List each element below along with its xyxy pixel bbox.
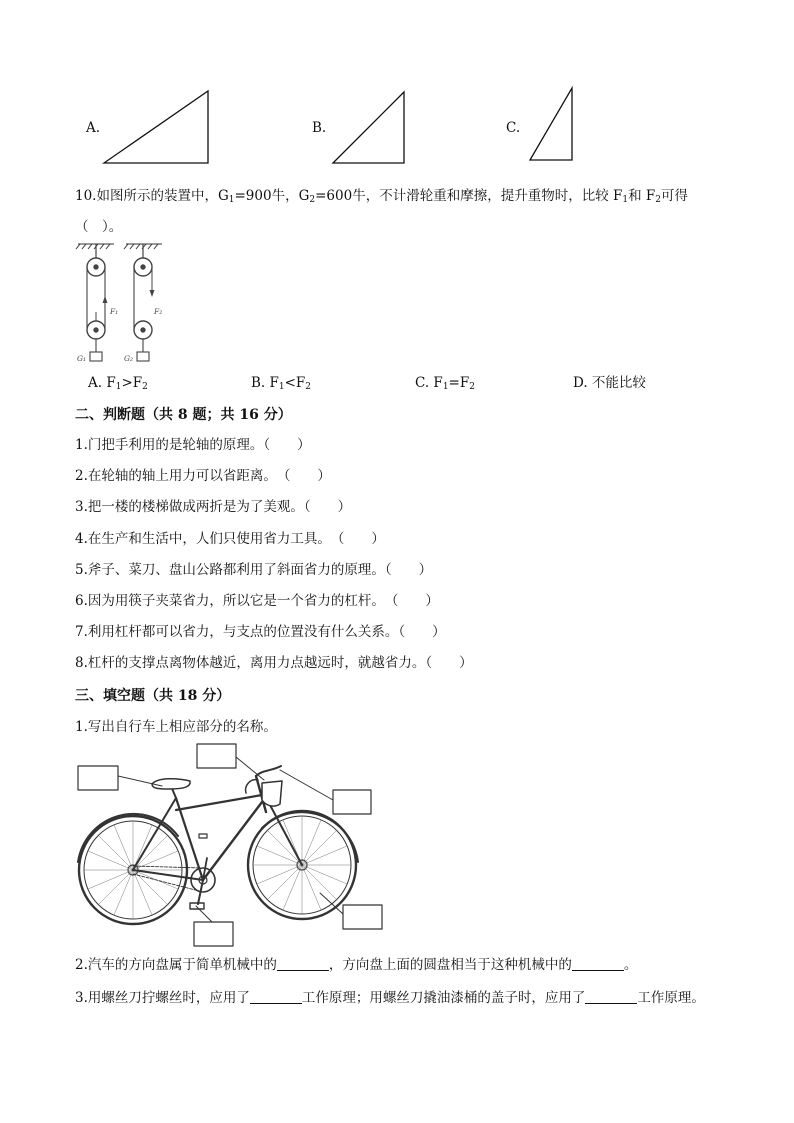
q10-option-c: C. $F_1=F_2$ xyxy=(415,375,475,392)
q10-option-a: A. $F_1>F_2$ xyxy=(88,375,148,392)
f1-figure-label: F₁ xyxy=(110,307,119,316)
tf-item-3: 3.把一楼的楼梯做成两折是为了美观。（ ） xyxy=(75,499,352,515)
option-c-label: C. xyxy=(506,120,521,136)
section2-heading: 二、判断题（共 8 题；共 16 分） xyxy=(75,407,292,423)
tf-item-8: 8.杠杆的支撑点离物体越近，离用力点越远时，就越省力。（ ） xyxy=(75,655,473,671)
section3-heading: 三、填空题（共 18 分） xyxy=(75,688,231,704)
q10-option-d: D. 不能比较 xyxy=(573,375,646,391)
tf-item-4: 4.在生产和生活中，人们只使用省力工具。 （ ） xyxy=(75,531,385,547)
g2-figure-label: G₂ xyxy=(124,354,133,363)
fill-q2: 2.汽车的方向盘属于简单机械中的 ，方向盘上面的圆盘相当于这种机械中的 。 xyxy=(75,957,638,973)
tf-item-2: 2.在轮轴的轴上用力可以省距离。 （ ） xyxy=(75,468,331,484)
fill-q2-blank-1[interactable] xyxy=(277,957,329,971)
option-a-label: A. xyxy=(86,120,101,136)
fill-q1: 1.写出自行车上相应部分的名称。 xyxy=(75,719,277,735)
g1-figure-label: G₁ xyxy=(77,354,86,363)
q10-option-b: B. $F_1<F_2$ xyxy=(251,375,312,392)
tf-item-1: 1.门把手利用的是轮轴的原理。（ ） xyxy=(75,437,311,453)
f2-figure-label: F₂ xyxy=(154,307,163,316)
q10-stem-line2: （ ）。 xyxy=(75,219,123,235)
fill-q3-blank-2[interactable] xyxy=(585,990,637,1004)
fill-q3-blank-1[interactable] xyxy=(250,990,302,1004)
q10-stem-line1: 10.如图所示的装置中，$G_1=900$牛，$G_2=600$牛，不计滑轮重和摩擦，提升重物时，比较 $F_1$和 $F_2$可得 xyxy=(75,188,688,205)
tf-item-5: 5.斧子、菜刀、盘山公路都利用了斜面省力的原理。（ ） xyxy=(75,562,433,578)
tf-item-7: 7.利用杠杆都可以省力，与支点的位置没有什么关系。（ ） xyxy=(75,624,446,640)
tf-item-6: 6.因为用筷子夹菜省力，所以它是一个省力的杠杆。 （ ） xyxy=(75,593,439,609)
fill-q2-blank-2[interactable] xyxy=(572,957,624,971)
fill-q3: 3.用螺丝刀拧螺丝时，应用了 工作原理；用螺丝刀撬油漆桶的盖子时，应用了 工作原理。 xyxy=(75,990,705,1006)
option-b-label: B. xyxy=(312,120,327,136)
